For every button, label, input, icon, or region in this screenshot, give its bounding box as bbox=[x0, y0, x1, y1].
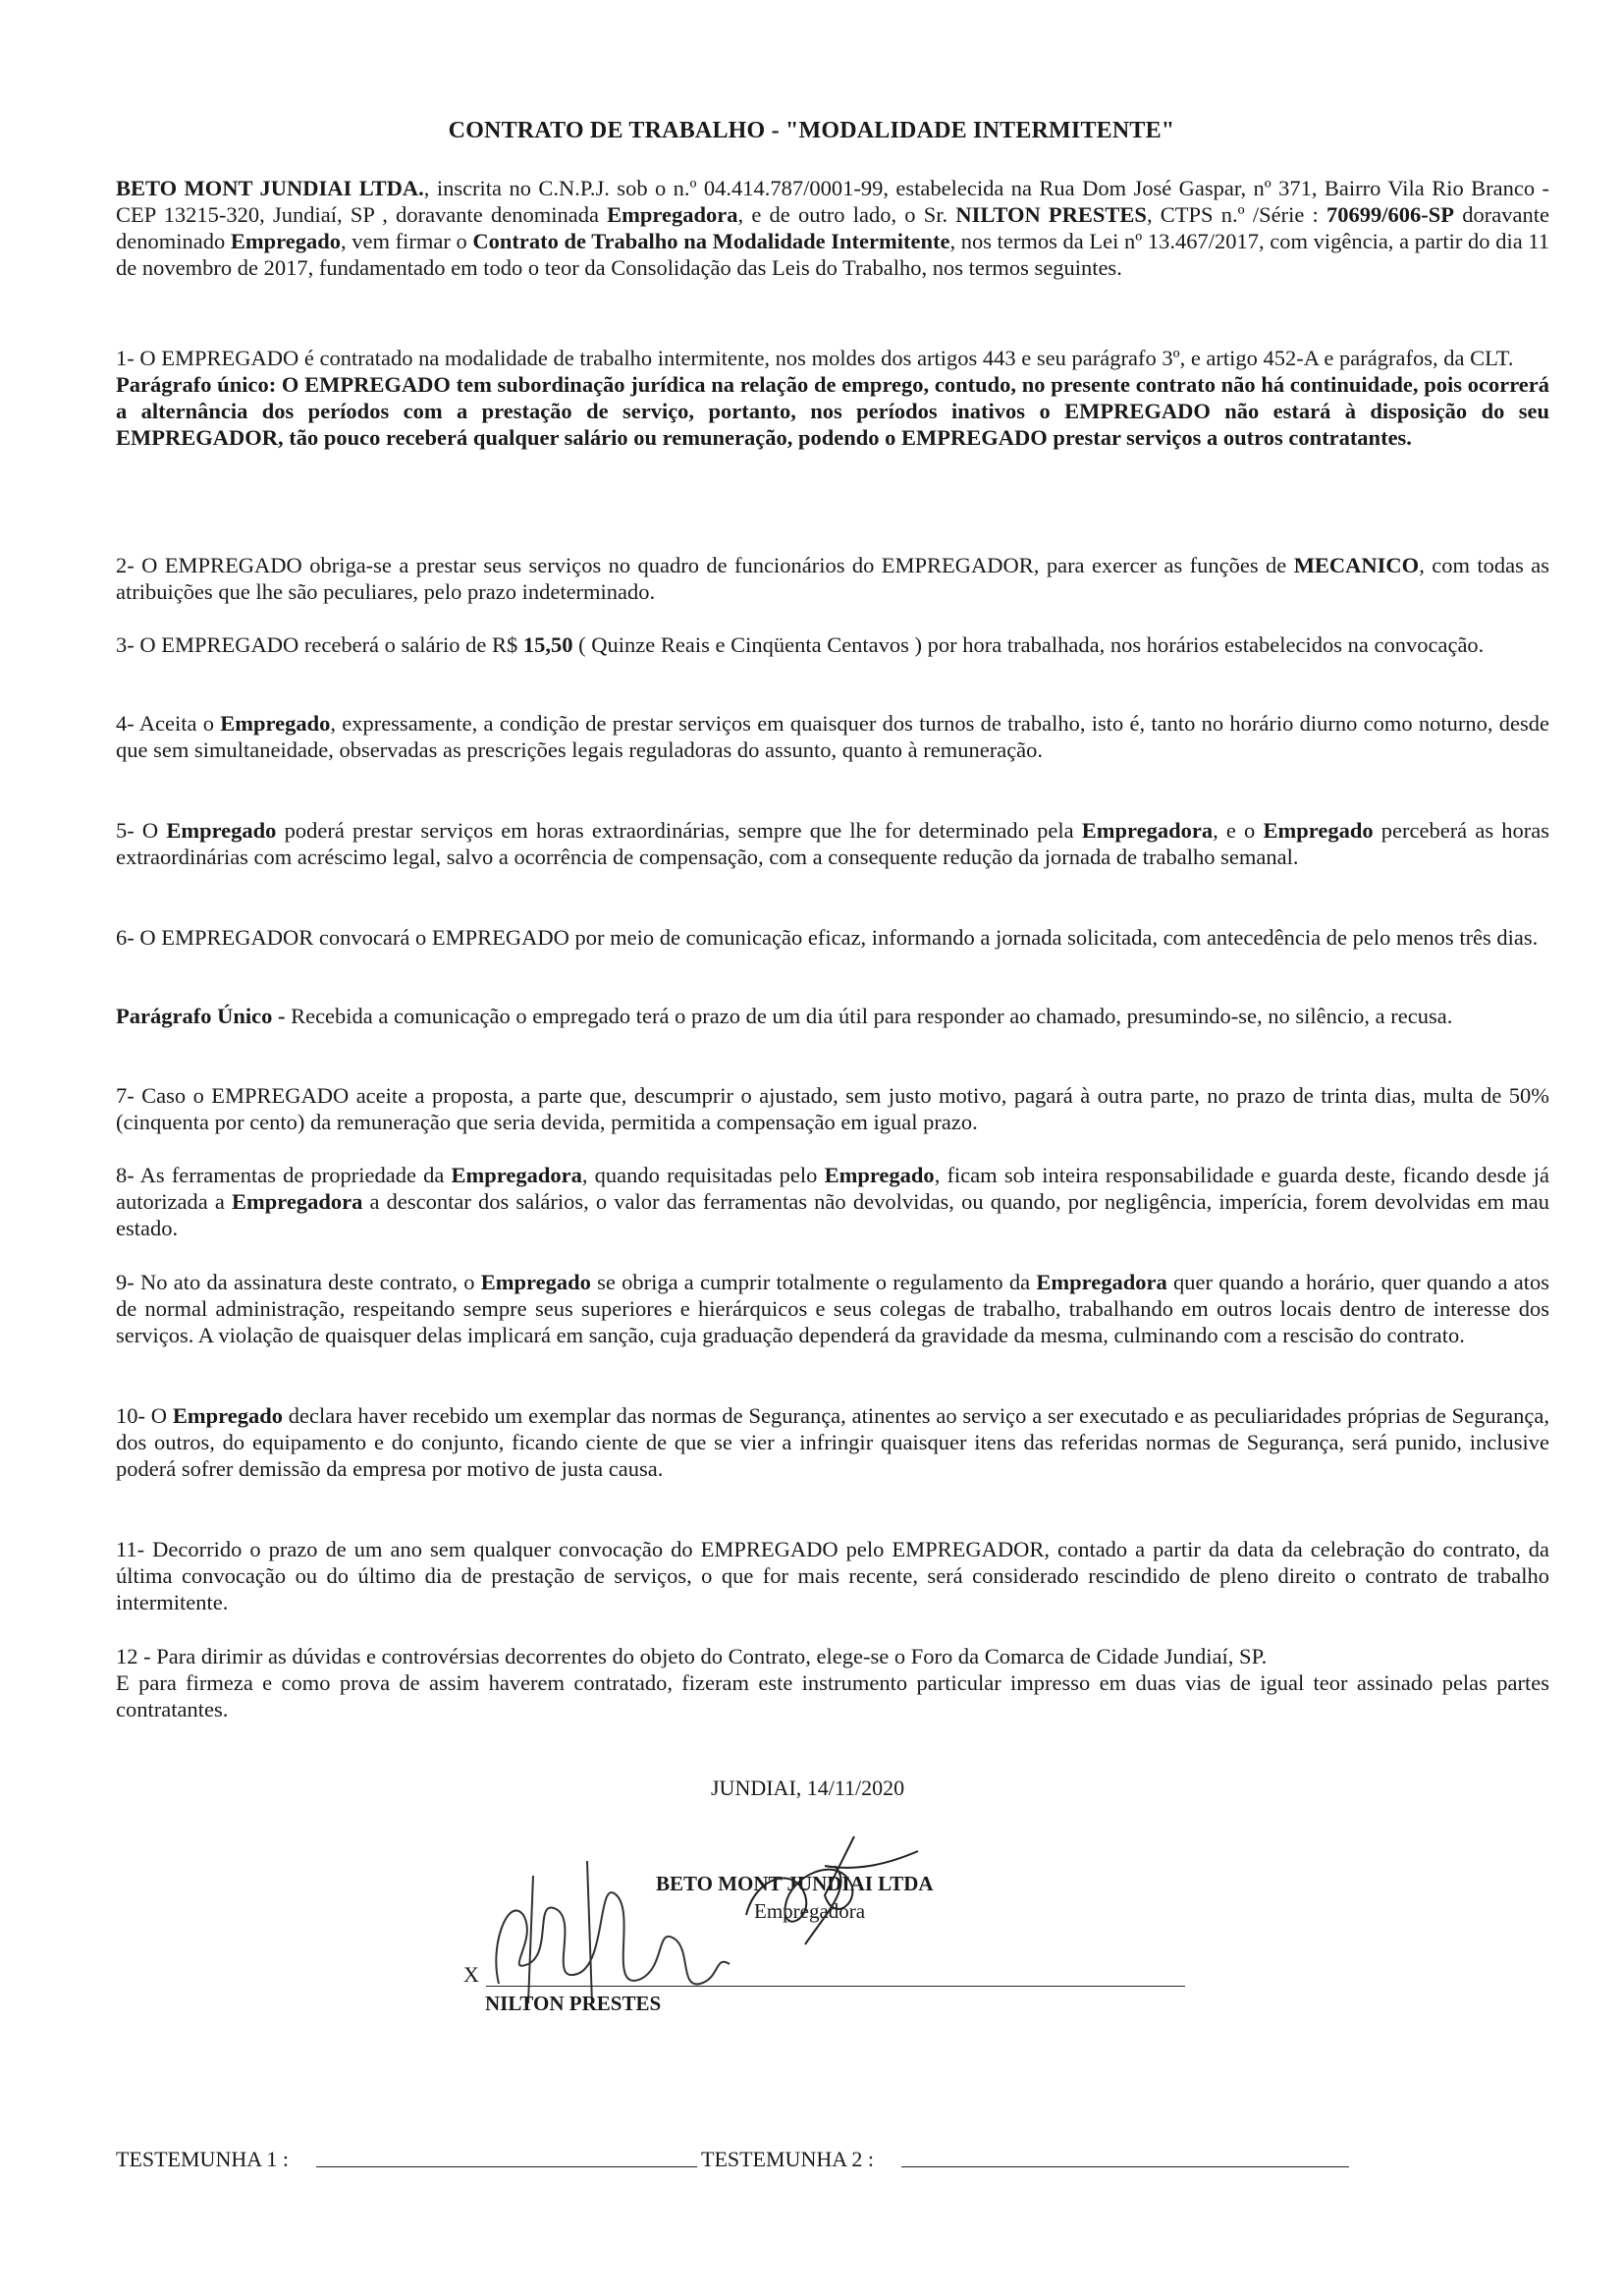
clause-5: 5- O Empregado poderá prestar serviços em horas extraordinárias, sempre que lhe for determinado pela Empregadora, e o Empregado perceberá as horas extraordinárias com acréscimo legal, salvo a ocorrência de compensação, com a consequente redução da jornada de trabalho semanal. bbox=[116, 818, 1549, 869]
clause-7: 7- Caso o EMPREGADO aceite a proposta, a parte que, descumprir o ajustado, sem justo motivo, pagará à outra parte, no prazo de trinta dias, multa de 50% (cinquenta por cento) da remuneração que seria devida, permitida a compensação em igual prazo. bbox=[116, 1083, 1549, 1134]
witness-1-line bbox=[316, 2166, 697, 2167]
document-title: CONTRATO DE TRABALHO - "MODALIDADE INTERMITENTE" bbox=[448, 118, 1175, 143]
signature-x-mark: X bbox=[463, 1962, 479, 1987]
clause-10: 10- O Empregado declara haver recebido um exemplar das normas de Segurança, atinentes ao serviço a ser executado e as peculiaridades próprias de Segurança, dos outros, do equipamento e do conjunto, ficando ciente de que se vier a infringir quaisquer itens das referidas normas de Segurança, será punido, inclusive poderá sofrer demissão da empresa por motivo de justa causa. bbox=[116, 1403, 1549, 1481]
job-role: MECANICO bbox=[1293, 553, 1420, 577]
contract-name: Contrato de Trabalho na Modalidade Intermitente bbox=[472, 229, 950, 253]
clause-12: 12 - Para dirimir as dúvidas e controvérsias decorrentes do objeto do Contrato, elege-se o Foro da Comarca de Cidade Jundiaí, SP. E para firmeza e como prova de assim haverem contratado, fizeram este instrumento particular impresso em duas vias de igual teor assinado pelas partes contratantes. bbox=[116, 1644, 1549, 1722]
clause-6: 6- O EMPREGADOR convocará o EMPREGADO por meio de comunicação eficaz, informando a jornada solicitada, com antecedência de pelo menos três dias. bbox=[116, 925, 1539, 950]
clause-1-unico-label: Parágrafo único bbox=[116, 372, 269, 397]
employee-signature-name: NILTON PRESTES bbox=[485, 1992, 662, 2015]
clause-9: 9- No ato da assinatura deste contrato, o Empregado se obriga a cumprir totalmente o regulamento da Empregadora quer quando a horário, quer quando a atos de normal administração, respeitando sempre seus superiores e hierárquicos e seus colegas de trabalho, trabalhando em outros locais dentro de interesse dos serviços. A violação de quaisquer delas implicará em sanção, cuja graduação dependerá da gravidade da mesma, culminando com a rescisão do contrato. bbox=[116, 1270, 1549, 1347]
witness-2-line bbox=[901, 2166, 1349, 2167]
employee-signature-line bbox=[486, 1986, 1185, 1987]
clause-6-unico: Parágrafo Único - Recebida a comunicação o empregado terá o prazo de um dia útil para responder ao chamado, presumindo-se, no silêncio, a recusa. bbox=[116, 1004, 1453, 1028]
clause-3: 3- O EMPREGADO receberá o salário de R$ 15,50 ( Quinze Reais e Cinqüenta Centavos ) por hora trabalhada, nos horários estabelecidos na convocação. bbox=[116, 632, 1485, 657]
ctps-number: 70699/606-SP bbox=[1326, 202, 1455, 227]
clause-8: 8- As ferramentas de propriedade da Empregadora, quando requisitadas pelo Empregado, ficam sob inteira responsabilidade e guarda deste, ficando desde já autorizada a Empregadora a descontar dos salários, o valor das ferramentas não devolvidas, ou quando, por negligência, imperícia, forem devolvidas em mau estado. bbox=[116, 1163, 1550, 1240]
clause-2: 2- O EMPREGADO obriga-se a prestar seus serviços no quadro de funcionários do EMPREGADOR, para exercer as funções de MECANICO, com todas as atribuições que lhe são peculiares, pelo prazo indeterminado. bbox=[116, 553, 1549, 604]
clause-1: 1- O EMPREGADO é contratado na modalidade de trabalho intermitente, nos moldes dos artigos 443 e seu parágrafo 3º, e artigo 452-A e parágrafos, da CLT. Parágrafo único: O EMPREGADO tem subordinação jurídica na relação de emprego, contudo, no presente contrato não há continuidade, pois ocorrerá a alternância dos períodos com a prestação de serviço, portanto, nos períodos inativos o EMPREGADO não estará à disposição do seu EMPREGADOR, tão pouco receberá qualquer salário ou remuneração, podendo o EMPREGADO prestar serviços a outros contratantes. bbox=[116, 346, 1550, 450]
hourly-wage: 15,50 bbox=[522, 632, 573, 657]
employee-name: NILTON PRESTES bbox=[955, 202, 1147, 227]
signing-date: JUNDIAI, 14/11/2020 bbox=[711, 1776, 905, 1800]
closing-statement: E para firmeza e como prova de assim haverem contratado, fizeram este instrumento particular impresso em duas vias de igual teor assinado pelas partes contratantes. bbox=[116, 1670, 1549, 1722]
company-name: BETO MONT JUNDIAI LTDA. bbox=[116, 176, 424, 200]
witness-2-label: TESTEMUNHA 2 : bbox=[701, 2147, 874, 2171]
clause-4: 4- Aceita o Empregado, expressamente, a condição de prestar serviços em quaisquer dos turnos de trabalho, isto é, tanto no horário diurno como noturno, desde que sem simultaneidade, observadas as prescrições legais reguladoras do assunto, quanto à remuneração. bbox=[116, 711, 1549, 762]
company-signature-role: Empregadora bbox=[754, 1899, 866, 1923]
witness-1-label: TESTEMUNHA 1 : bbox=[116, 2147, 289, 2171]
intro-paragraph: BETO MONT JUNDIAI LTDA., inscrita no C.N.P.J. sob o n.º 04.414.787/0001-99, estabelecida na Rua Dom José Gaspar, nº 371, Bairro Vila Rio Branco - CEP 13215-320, Jundiaí, SP , doravante denominada Empregadora, e de outro lado, o Sr. NILTON PRESTES, CTPS n.º /Série : 70699/606-SP doravante denominado Empregado, vem firmar o Contrato de Trabalho na Modalidade Intermitente, nos termos da Lei nº 13.467/2017, com vigência, a partir do dia 11 de novembro de 2017, fundamentado em todo o teor da Consolidação das Leis do Trabalho, nos termos seguintes. bbox=[116, 176, 1549, 280]
clause-11: 11- Decorrido o prazo de um ano sem qualquer convocação do EMPREGADO pelo EMPREGADOR, contado a partir da data da celebração do contrato, da última convocação ou do último dia de prestação de serviços, o que for mais recente, será considerado rescindido de pleno direito o contrato de trabalho intermitente. bbox=[116, 1537, 1549, 1614]
company-signature-name: BETO MONT JUNDIAI LTDA bbox=[656, 1872, 934, 1895]
